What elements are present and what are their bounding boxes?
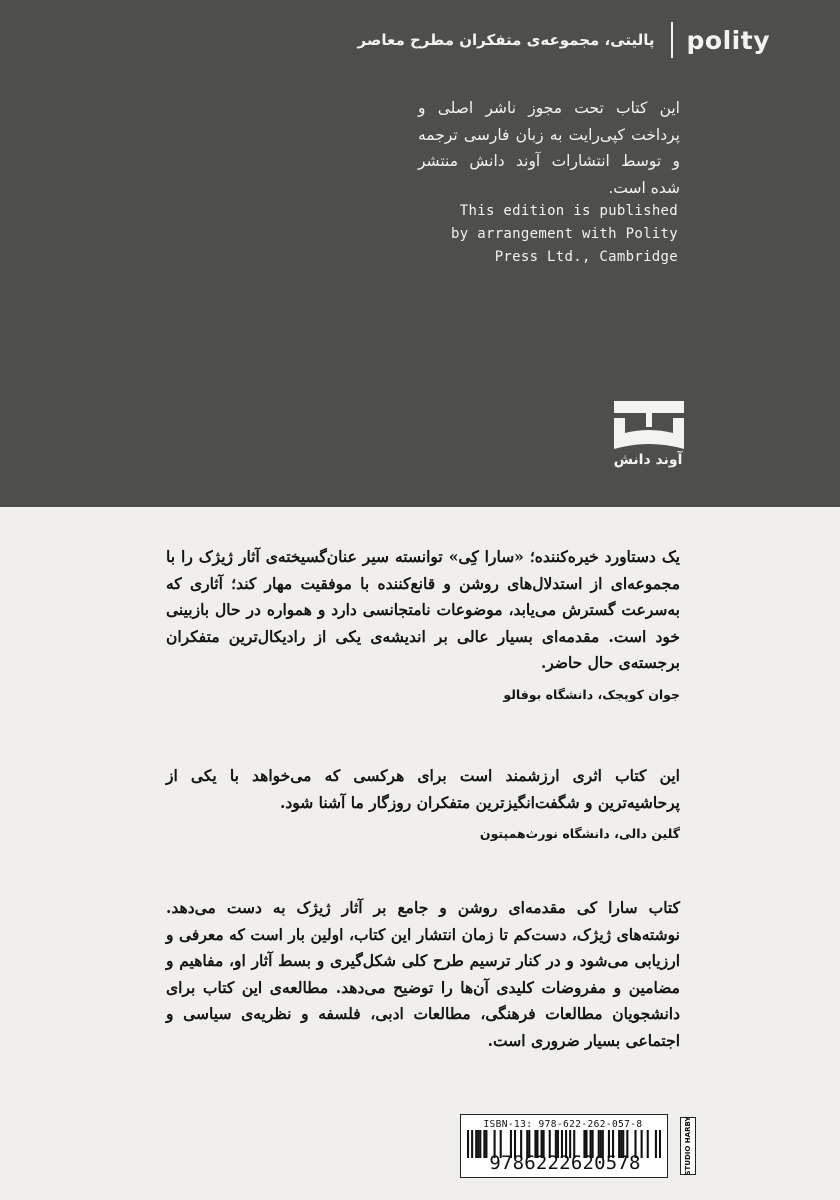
ean-digits: 9786222620578 xyxy=(489,1152,641,1174)
blurb-text: این کتاب اثری ارزشمند است برای هرکسی که می‌خواهد با یکی از پرحاشیه‌ترین و شگفت‌انگیزترین متفکران روزگار ما آشنا شود. xyxy=(166,766,680,812)
isbn-number: ISBN-13: 978-622-262-057-8 xyxy=(483,1119,643,1130)
designer-tag-label: STUDIO HARBY xyxy=(684,1116,692,1176)
open-book-icon xyxy=(611,401,687,451)
blurb-2 xyxy=(166,763,680,844)
description-text: کتاب سارا کی مقدمه‌ای روشن و جامع بر آثار ژیژک به دست می‌دهد. نوشته‌های ژیژک، دست‌کم تا زمان انتشار این کتاب، اولین بار است که معرفی و ارزیابی می‌شود و در کنار ترسیم طرح کلی شکل‌گیری و بسط آثار او، مفاهیم و مضامین و مفروضات کلیدی آن‌ها را توضیح می‌دهد. مطالعه‌ی این کتاب برای دانشجویان مطالعات فرهنگی، مطالعات ادبی، فلسفه و نظریه‌ی سیاسی و اجتماعی بسیار ضروری است. xyxy=(166,898,680,1050)
designer-tag xyxy=(680,1117,696,1175)
series-header xyxy=(358,22,770,58)
rights-notice-persian: این کتاب تحت مجوز ناشر اصلی و پرداخت کپی‌رایت به زبان فارسی ترجمه و توسط انتشارات آوند دانش منتشر شده است. xyxy=(418,99,680,197)
publisher-name: آوند دانش xyxy=(613,452,683,468)
header-divider xyxy=(671,22,673,58)
series-label: پالیتی، مجموعه‌ی متفکران مطرح معاصر xyxy=(357,31,655,49)
back-cover-text xyxy=(0,507,840,1200)
isbn-barcode xyxy=(460,1114,668,1178)
blurb-attribution: جوان کوپجک، دانشگاه بوفالو xyxy=(503,686,680,702)
polity-logo: polity xyxy=(686,25,770,55)
blurb-attribution: گلین دالی، دانشگاه نورث‌همپتون xyxy=(479,826,680,841)
rights-notice-english: This edition is published by arrangement with Polity Press Ltd., Cambridge xyxy=(451,203,678,265)
top-panel xyxy=(0,0,840,507)
blurb-1 xyxy=(166,544,680,705)
blurb-text: یک دستاورد خیره‌کننده؛ «سارا کِی» توانسته سیر عنان‌گسیخته‌ی آثار ژیژک را با مجموعه‌ای از استدلال‌های روشن و قانع‌کننده با موفقیت مهار کند؛ آثاری که به‌سرعت گسترش می‌یابد، موضوعات نامتجانسی دارد و همواره در حال بازبینی خود است. مقدمه‌ای بسیار عالی بر اندیشه‌ی یکی از رادیکال‌ترین متفکران برجسته‌ی حال حاضر. xyxy=(166,547,680,672)
book-description xyxy=(166,895,680,1054)
